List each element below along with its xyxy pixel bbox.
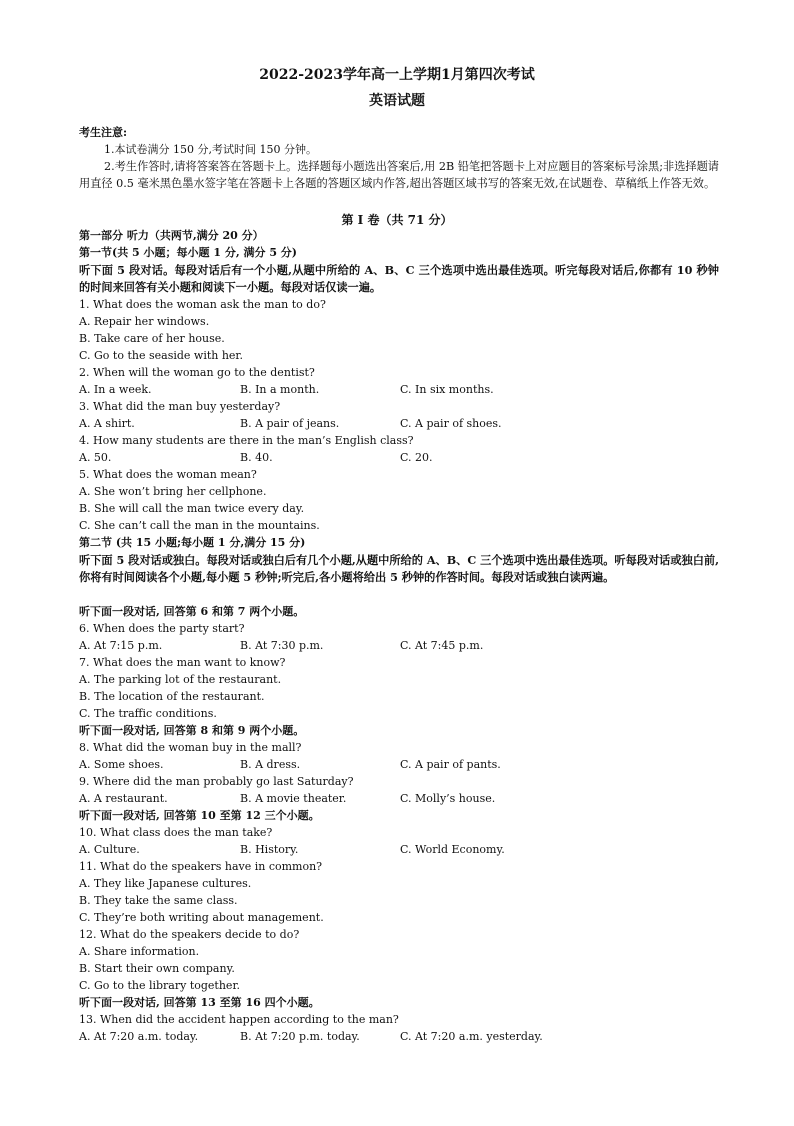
question-7: 7. What does the man want to know?	[79, 656, 286, 669]
option-2b: B. In a month.	[240, 383, 320, 396]
option-11b: B. They take the same class.	[79, 894, 238, 907]
option-12b: B. Start their own company.	[79, 962, 235, 975]
group-10-12-heading: 听下面一段对话, 回答第 10 至第 12 三个小题。	[79, 809, 320, 822]
section2-title: 第二节 (共 15 小题;每小题 1 分,满分 15 分)	[79, 536, 306, 549]
option-7c: C. The traffic conditions.	[79, 707, 217, 720]
section1-instruction: 听下面 5 段对话。每段对话后有一个小题,从题中所给的 A、B、C 三个选项中选出最佳选项。听完每段对话后,你都有 10 秒钟的时间来回答有关小题和阅读下一小题。每段对话仅读一遍。	[79, 263, 719, 294]
question-10: 10. What class does the man take?	[79, 826, 273, 839]
option-13c: C. At 7:20 a.m. yesterday.	[400, 1030, 543, 1043]
option-3c: C. A pair of shoes.	[400, 417, 502, 430]
option-3a: A. A shirt.	[79, 417, 135, 430]
part1-title: 第一部分 听力（共两节,满分 20 分）	[79, 229, 264, 242]
section2-instruction: 听下面 5 段对话或独白。每段对话或独白后有几个小题,从题中所给的 A、B、C 三个选项中选出最佳选项。听每段对话或独白前,你将有时间阅读各个小题,每小题 5 秒钟;听完后,各小题将给出 5 秒钟的作答时间。每段对话或独白读两遍。	[79, 553, 719, 584]
section1-title: 第一节(共 5 小题；每小题 1 分, 满分 5 分)	[79, 246, 298, 259]
option-7b: B. The location of the restaurant.	[79, 690, 265, 703]
option-2c: C. In six months.	[400, 383, 494, 396]
group-8-9-heading: 听下面一段对话, 回答第 8 和第 9 两个小题。	[79, 724, 305, 737]
notice-item-1: 1.本试卷满分 150 分,考试时间 150 分钟。	[104, 143, 317, 156]
option-3b: B. A pair of jeans.	[240, 417, 340, 430]
exam-subtitle: 英语试题	[369, 93, 425, 109]
option-6c: C. At 7:45 p.m.	[400, 639, 484, 652]
option-8c: C. A pair of pants.	[400, 758, 501, 771]
option-1b: B. Take care of her house.	[79, 332, 225, 345]
question-6: 6. When does the party start?	[79, 622, 245, 635]
option-12c: C. Go to the library together.	[79, 979, 240, 992]
option-5c: C. She can’t call the man in the mountains.	[79, 519, 320, 532]
option-4c: C. 20.	[400, 451, 433, 464]
question-2: 2. When will the woman go to the dentist?	[79, 366, 315, 379]
option-2a: A. In a week.	[79, 383, 152, 396]
question-4: 4. How many students are there in the man’s English class?	[79, 434, 414, 447]
question-11: 11. What do the speakers have in common?	[79, 860, 323, 873]
option-1a: A. Repair her windows.	[79, 315, 210, 328]
option-7a: A. The parking lot of the restaurant.	[79, 673, 282, 686]
group-13-16-heading: 听下面一段对话, 回答第 13 至第 16 四个小题。	[79, 996, 320, 1009]
option-4b: B. 40.	[240, 451, 273, 464]
option-8b: B. A dress.	[240, 758, 301, 771]
option-4a: A. 50.	[79, 451, 112, 464]
option-10b: B. History.	[240, 843, 299, 856]
option-9c: C. Molly’s house.	[400, 792, 496, 805]
notice-heading: 考生注意:	[79, 126, 128, 139]
group-6-7-heading: 听下面一段对话, 回答第 6 和第 7 两个小题。	[79, 605, 305, 618]
question-13: 13. When did the accident happen according to the man?	[79, 1013, 399, 1026]
option-10c: C. World Economy.	[400, 843, 505, 856]
option-6a: A. At 7:15 p.m.	[79, 639, 163, 652]
option-11a: A. They like Japanese cultures.	[79, 877, 252, 890]
volume-title: 第 I 卷（共 71 分）	[341, 213, 453, 227]
option-9a: A. A restaurant.	[79, 792, 168, 805]
notice-item-2: 2.考生作答时,请将答案答在答题卡上。选择题每小题选出答案后,用 2B 铅笔把答题卡上对应题目的答案标号涂黑;非选择题请用直径 0.5 毫米黑色墨水签字笔在答题卡上各题的答题区域内作答,超出答题区域书写的答案无效,在试题卷、草稿纸上作答无效。	[79, 160, 719, 190]
option-13b: B. At 7:20 p.m. today.	[240, 1030, 360, 1043]
question-1: 1. What does the woman ask the man to do?	[79, 298, 326, 311]
option-11c: C. They’re both writing about management.	[79, 911, 324, 924]
question-3: 3. What did the man buy yesterday?	[79, 400, 281, 413]
option-1c: C. Go to the seaside with her.	[79, 349, 243, 362]
question-12: 12. What do the speakers decide to do?	[79, 928, 300, 941]
exam-title: 2022-2023学年高一上学期1月第四次考试	[259, 67, 535, 83]
option-13a: A. At 7:20 a.m. today.	[79, 1030, 199, 1043]
option-9b: B. A movie theater.	[240, 792, 347, 805]
question-9: 9. Where did the man probably go last Saturday?	[79, 775, 354, 788]
option-6b: B. At 7:30 p.m.	[240, 639, 324, 652]
option-8a: A. Some shoes.	[79, 758, 164, 771]
option-12a: A. Share information.	[79, 945, 200, 958]
option-5a: A. She won’t bring her cellphone.	[79, 485, 267, 498]
option-10a: A. Culture.	[79, 843, 140, 856]
question-5: 5. What does the woman mean?	[79, 468, 257, 481]
question-8: 8. What did the woman buy in the mall?	[79, 741, 302, 754]
option-5b: B. She will call the man twice every day.	[79, 502, 305, 515]
